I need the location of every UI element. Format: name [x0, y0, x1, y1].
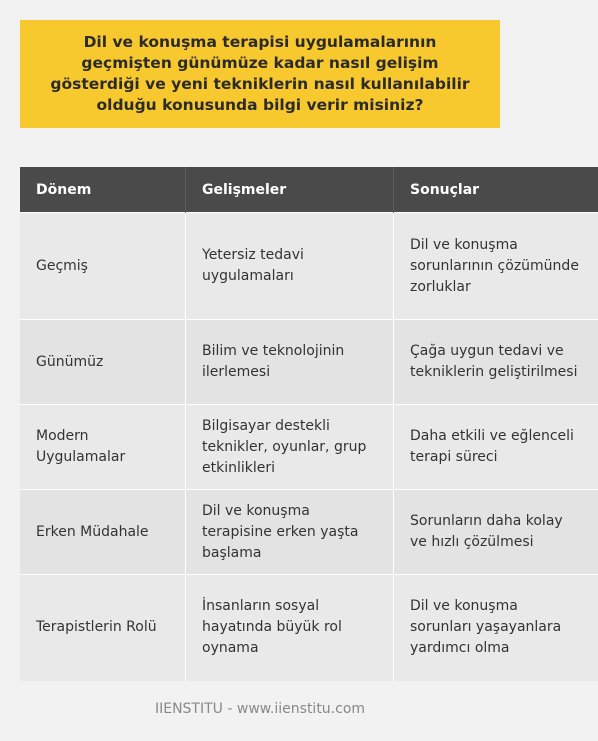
header-gelismeler: Gelişmeler	[186, 167, 394, 213]
question-banner	[20, 20, 500, 128]
table-cell-donem: Geçmiş	[20, 213, 186, 320]
table-cell-sonuclar: Dil ve konuşma sorunları yaşayanlara yardımcı olma	[394, 575, 598, 681]
table-cell-sonuclar: Sorunların daha kolay ve hızlı çözülmesi	[394, 490, 598, 575]
header-donem: Dönem	[20, 167, 186, 213]
table-cell-gelismeler: Bilgisayar destekli teknikler, oyunlar, grup etkinlikleri	[186, 405, 394, 490]
table-cell-gelismeler: Yetersiz tedavi uygulamaları	[186, 213, 394, 320]
table-cell-sonuclar: Daha etkili ve eğlenceli terapi süreci	[394, 405, 598, 490]
table-cell-donem: Erken Müdahale	[20, 490, 186, 575]
table-cell-sonuclar: Çağa uygun tedavi ve tekniklerin geliştirilmesi	[394, 320, 598, 405]
table-cell-donem: Günümüz	[20, 320, 186, 405]
table-row	[20, 575, 598, 681]
table-header-row	[20, 167, 598, 213]
table-row	[20, 490, 598, 575]
table-cell-gelismeler: Dil ve konuşma terapisine erken yaşta başlama	[186, 490, 394, 575]
table-cell-donem: Modern Uygulamalar	[20, 405, 186, 490]
table-cell-donem: Terapistlerin Rolü	[20, 575, 186, 681]
table-row	[20, 405, 598, 490]
data-table	[20, 167, 598, 681]
table-row	[20, 320, 598, 405]
table-row	[20, 213, 598, 320]
table-cell-sonuclar: Dil ve konuşma sorunlarının çözümünde zorluklar	[394, 213, 598, 320]
table-cell-gelismeler: Bilim ve teknolojinin ilerlemesi	[186, 320, 394, 405]
footer-attribution: IIENSTITU - www.iienstitu.com	[154, 701, 366, 717]
table-cell-gelismeler: İnsanların sosyal hayatında büyük rol oynama	[186, 575, 394, 681]
question-text: Dil ve konuşma terapisi uygulamalarının geçmişten günümüze kadar nasıl gelişim gösterdiği ve yeni tekniklerin nasıl kullanılabilir olduğu konusunda bilgi verir misiniz?	[50, 33, 470, 114]
header-sonuclar: Sonuçlar	[394, 167, 598, 213]
